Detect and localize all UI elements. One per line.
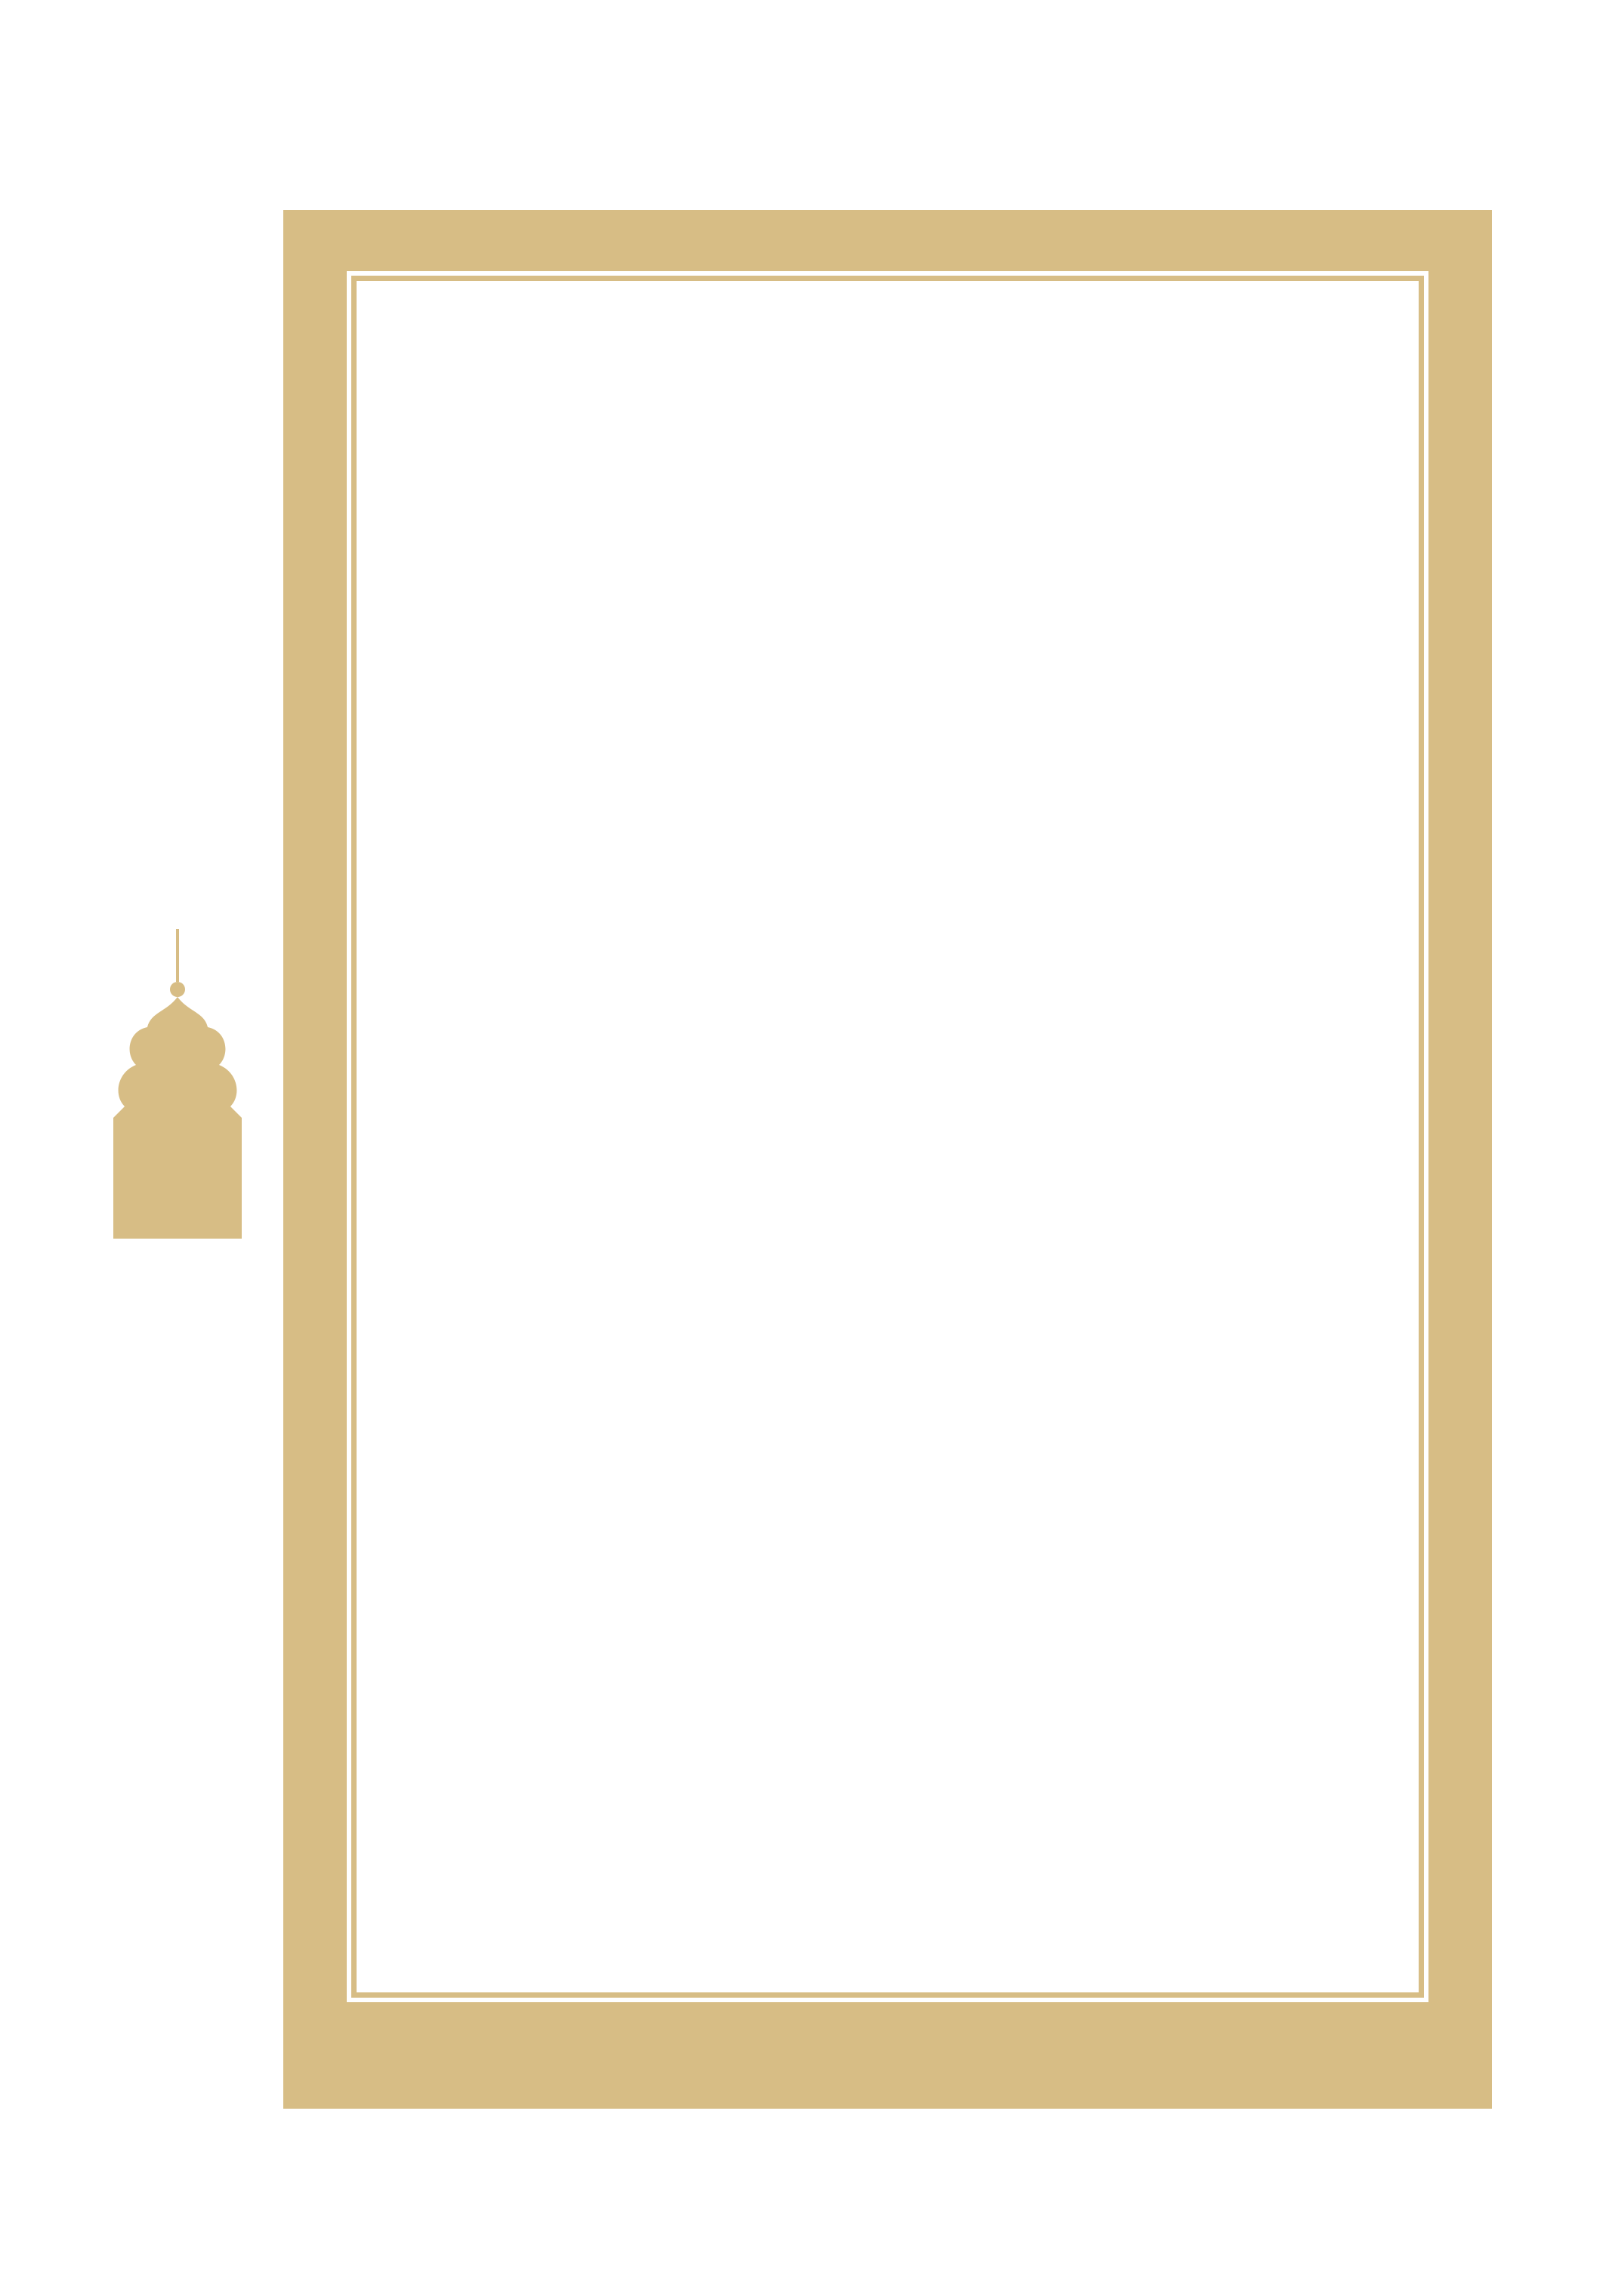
hizb-marker (106, 929, 249, 1246)
quran-text-panel (363, 287, 1413, 1986)
